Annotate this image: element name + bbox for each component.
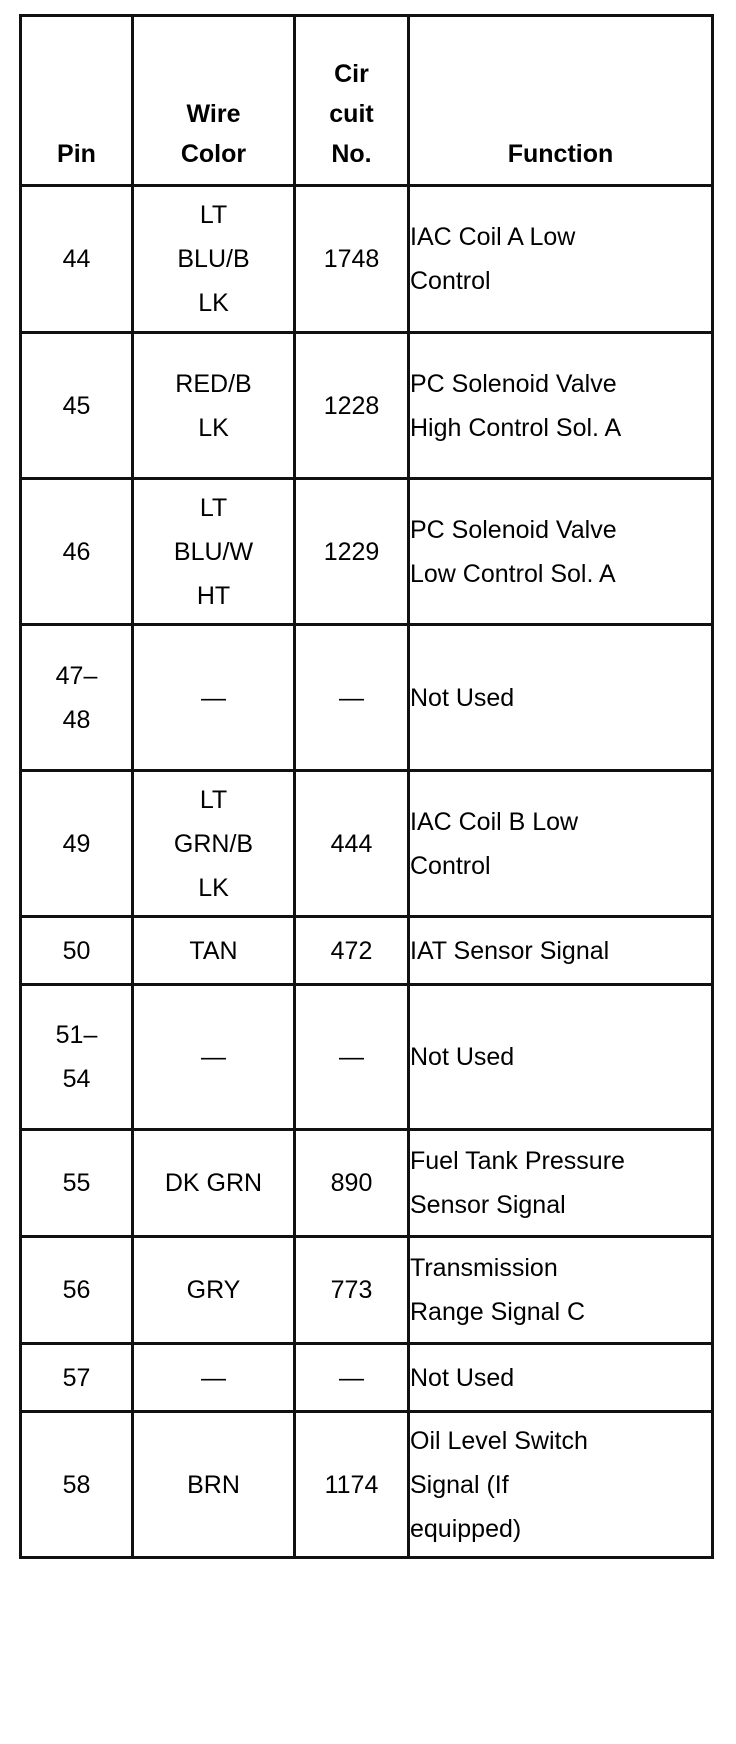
circuit-cell: — (295, 985, 409, 1130)
pin-cell: 55 (21, 1130, 133, 1237)
wire-color-cell: RED/B LK (133, 333, 295, 479)
function-cell: Not Used (409, 1344, 713, 1412)
function-cell: Not Used (409, 625, 713, 771)
function-cell: IAT Sensor Signal (409, 917, 713, 985)
pin-cell: 47– 48 (21, 625, 133, 771)
wire-color-cell: — (133, 1344, 295, 1412)
circuit-cell: — (295, 1344, 409, 1412)
function-cell: Oil Level Switch Signal (If equipped) (409, 1412, 713, 1558)
wire-color-cell: BRN (133, 1412, 295, 1558)
circuit-cell: — (295, 625, 409, 771)
function-cell: IAC Coil B Low Control (409, 771, 713, 917)
header-pin: Pin (21, 16, 133, 186)
pin-table (19, 14, 714, 1559)
header-row (21, 16, 713, 186)
table-row (21, 1344, 713, 1412)
table-row (21, 1237, 713, 1344)
table-row (21, 479, 713, 625)
pin-cell: 58 (21, 1412, 133, 1558)
pin-cell: 44 (21, 186, 133, 333)
pin-cell: 57 (21, 1344, 133, 1412)
circuit-cell: 1748 (295, 186, 409, 333)
table-row (21, 333, 713, 479)
circuit-cell: 444 (295, 771, 409, 917)
table-row (21, 625, 713, 771)
wire-color-cell: LT BLU/W HT (133, 479, 295, 625)
function-cell: Fuel Tank Pressure Sensor Signal (409, 1130, 713, 1237)
circuit-cell: 1174 (295, 1412, 409, 1558)
pin-cell: 51– 54 (21, 985, 133, 1130)
function-cell: PC Solenoid Valve Low Control Sol. A (409, 479, 713, 625)
table-row (21, 985, 713, 1130)
wire-color-cell: LT GRN/B LK (133, 771, 295, 917)
table-row (21, 771, 713, 917)
table-row (21, 917, 713, 985)
pin-cell: 45 (21, 333, 133, 479)
function-cell: IAC Coil A Low Control (409, 186, 713, 333)
function-cell: Transmission Range Signal C (409, 1237, 713, 1344)
pin-cell: 50 (21, 917, 133, 985)
table-row (21, 1412, 713, 1558)
pin-cell: 46 (21, 479, 133, 625)
circuit-cell: 773 (295, 1237, 409, 1344)
pin-cell: 56 (21, 1237, 133, 1344)
header-wire-color: Wire Color (133, 16, 295, 186)
wire-color-cell: — (133, 985, 295, 1130)
wire-color-cell: DK GRN (133, 1130, 295, 1237)
circuit-cell: 1229 (295, 479, 409, 625)
circuit-cell: 472 (295, 917, 409, 985)
wire-color-cell: GRY (133, 1237, 295, 1344)
function-cell: PC Solenoid Valve High Control Sol. A (409, 333, 713, 479)
header-circuit-no: Cir cuit No. (295, 16, 409, 186)
table-row (21, 186, 713, 333)
circuit-cell: 1228 (295, 333, 409, 479)
wire-color-cell: — (133, 625, 295, 771)
wire-color-cell: TAN (133, 917, 295, 985)
function-cell: Not Used (409, 985, 713, 1130)
header-function: Function (409, 16, 713, 186)
wire-color-cell: LT BLU/B LK (133, 186, 295, 333)
pin-cell: 49 (21, 771, 133, 917)
circuit-cell: 890 (295, 1130, 409, 1237)
table-row (21, 1130, 713, 1237)
